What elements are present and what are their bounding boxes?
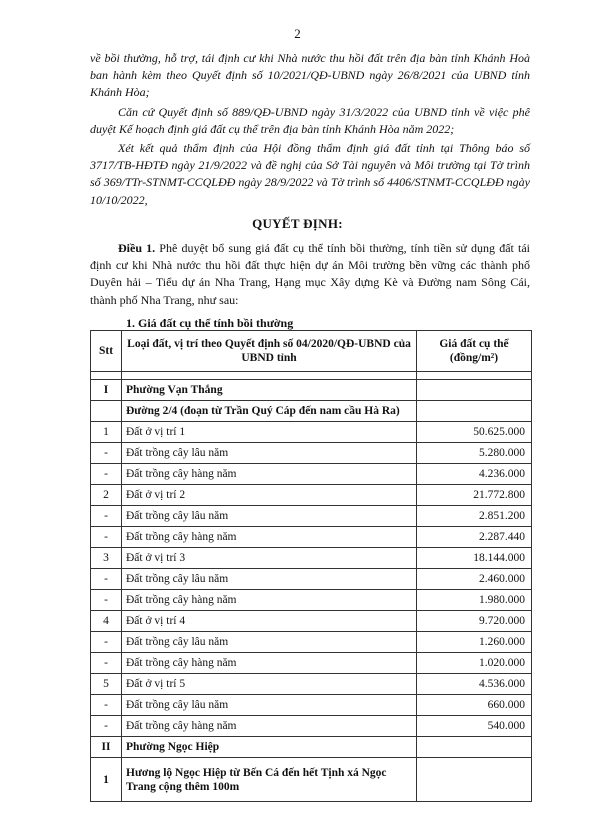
row-stt: - bbox=[91, 443, 122, 464]
paragraph-legal-basis-2: Căn cứ Quyết định số 889/QĐ-UBND ngày 31/3/2022 của UBND tỉnh về việc phê duyệt Kế hoạch định giá đất cụ thể trên địa bàn tỉnh Khánh Hòa năm 2022; bbox=[90, 105, 530, 137]
row-land-type bbox=[122, 372, 417, 380]
row-price: 21.772.800 bbox=[417, 485, 532, 506]
row-land-type: Phường Vạn Thắng bbox=[122, 380, 417, 401]
row-price: 2.460.000 bbox=[417, 569, 532, 590]
row-price: 4.536.000 bbox=[417, 674, 532, 695]
table-row bbox=[91, 632, 532, 653]
table-row bbox=[91, 443, 532, 464]
table-row bbox=[91, 401, 532, 422]
table-row bbox=[91, 372, 532, 380]
header-land-type: Loại đất, vị trí theo Quyết định số 04/2020/QĐ-UBND của UBND tỉnh bbox=[122, 331, 417, 372]
row-stt bbox=[91, 401, 122, 422]
table-row bbox=[91, 716, 532, 737]
row-price bbox=[417, 372, 532, 380]
row-land-type: Đất ở vị trí 2 bbox=[122, 485, 417, 506]
row-land-type: Đất trồng cây lâu năm bbox=[122, 569, 417, 590]
row-stt: 1 bbox=[91, 758, 122, 802]
row-land-type: Đất trồng cây lâu năm bbox=[122, 632, 417, 653]
header-price: Giá đất cụ thể (đồng/m²) bbox=[417, 331, 532, 372]
table-row bbox=[91, 758, 532, 802]
table-row bbox=[91, 653, 532, 674]
row-price: 5.280.000 bbox=[417, 443, 532, 464]
row-stt: - bbox=[91, 464, 122, 485]
land-price-table bbox=[90, 330, 532, 802]
row-stt bbox=[91, 372, 122, 380]
row-price: 540.000 bbox=[417, 716, 532, 737]
row-price: 50.625.000 bbox=[417, 422, 532, 443]
row-stt: - bbox=[91, 716, 122, 737]
row-price bbox=[417, 380, 532, 401]
table-row bbox=[91, 527, 532, 548]
row-land-type: Hương lộ Ngọc Hiệp từ Bến Cá đến hết Tịnh xá Ngọc Trang cộng thêm 100m bbox=[122, 758, 417, 802]
row-stt: - bbox=[91, 590, 122, 611]
table-row bbox=[91, 485, 532, 506]
row-land-type: Đất ở vị trí 5 bbox=[122, 674, 417, 695]
row-land-type: Đất trồng cây hàng năm bbox=[122, 716, 417, 737]
table-row bbox=[91, 422, 532, 443]
row-price bbox=[417, 758, 532, 802]
paragraph-legal-basis-1: về bồi thường, hỗ trợ, tái định cư khi Nhà nước thu hồi đất trên địa bàn tỉnh Khánh Hoà ban hành kèm theo Quyết định số 10/2021/QĐ-UBND ngày 26/8/2021 của UBND tỉnh Khánh Hòa; bbox=[90, 51, 530, 100]
row-stt: I bbox=[91, 380, 122, 401]
table-row bbox=[91, 464, 532, 485]
row-stt: 3 bbox=[91, 548, 122, 569]
row-stt: - bbox=[91, 695, 122, 716]
row-price: 18.144.000 bbox=[417, 548, 532, 569]
row-land-type: Đường 2/4 (đoạn từ Trần Quý Cáp đến nam cầu Hà Ra) bbox=[122, 401, 417, 422]
table-row bbox=[91, 506, 532, 527]
row-price: 2.851.200 bbox=[417, 506, 532, 527]
decision-heading: QUYẾT ĐỊNH: bbox=[252, 216, 343, 231]
row-price: 1.020.000 bbox=[417, 653, 532, 674]
row-land-type: Đất trồng cây lâu năm bbox=[122, 506, 417, 527]
table-row bbox=[91, 737, 532, 758]
table-row bbox=[91, 674, 532, 695]
row-stt: - bbox=[91, 632, 122, 653]
row-land-type: Đất trồng cây hàng năm bbox=[122, 653, 417, 674]
row-price: 660.000 bbox=[417, 695, 532, 716]
row-land-type: Phường Ngọc Hiệp bbox=[122, 737, 417, 758]
table-row bbox=[91, 380, 532, 401]
row-land-type: Đất ở vị trí 4 bbox=[122, 611, 417, 632]
article-1-label: Điều 1. bbox=[118, 241, 156, 255]
row-stt: 1 bbox=[91, 422, 122, 443]
table-row bbox=[91, 695, 532, 716]
row-stt: - bbox=[91, 653, 122, 674]
row-land-type: Đất ở vị trí 3 bbox=[122, 548, 417, 569]
row-land-type: Đất ở vị trí 1 bbox=[122, 422, 417, 443]
row-price: 1.260.000 bbox=[417, 632, 532, 653]
table-row bbox=[91, 590, 532, 611]
row-stt: - bbox=[91, 569, 122, 590]
row-land-type: Đất trồng cây lâu năm bbox=[122, 695, 417, 716]
row-price: 9.720.000 bbox=[417, 611, 532, 632]
row-price: 1.980.000 bbox=[417, 590, 532, 611]
row-stt: - bbox=[91, 527, 122, 548]
row-stt: 4 bbox=[91, 611, 122, 632]
row-price bbox=[417, 401, 532, 422]
row-land-type: Đất trồng cây hàng năm bbox=[122, 464, 417, 485]
row-stt: II bbox=[91, 737, 122, 758]
article-1 bbox=[90, 240, 530, 309]
row-land-type: Đất trồng cây hàng năm bbox=[122, 590, 417, 611]
row-stt: 5 bbox=[91, 674, 122, 695]
row-price bbox=[417, 737, 532, 758]
page-number: 2 bbox=[294, 26, 301, 41]
table-body bbox=[91, 372, 532, 802]
section-1-title: 1. Giá đất cụ thể tính bồi thường bbox=[126, 316, 294, 330]
row-stt: - bbox=[91, 506, 122, 527]
table-row bbox=[91, 548, 532, 569]
row-land-type: Đất trồng cây hàng năm bbox=[122, 527, 417, 548]
paragraph-review-results: Xét kết quả thẩm định của Hội đồng thẩm định giá đất tỉnh tại Thông báo số 3717/TB-HĐTĐ ngày 21/9/2022 và đề nghị của Sở Tài nguyên và Môi trường tại Tờ trình số 369/TTr-STNMT-CCQLĐĐ ngày 28/9/2022 và Tờ trình số 4406/STNMT-CCQLĐĐ ngày 10/10/2022, bbox=[90, 141, 530, 207]
table-row bbox=[91, 611, 532, 632]
row-stt: 2 bbox=[91, 485, 122, 506]
row-price: 4.236.000 bbox=[417, 464, 532, 485]
table-header-row bbox=[91, 331, 532, 372]
row-land-type: Đất trồng cây lâu năm bbox=[122, 443, 417, 464]
row-price: 2.287.440 bbox=[417, 527, 532, 548]
header-stt: Stt bbox=[91, 331, 122, 372]
article-1-text: Phê duyệt bổ sung giá đất cụ thể tính bồi thường, tính tiền sử dụng đất tái định cư khi Nhà nước thu hồi đất thực hiện dự án Môi trường bền vững các thành phố Duyên hải – Tiểu dự án Nha Trang, Hạng mục Xây dựng Kè và Đường nam Sông Cái, thành phố Nha Trang, như sau: bbox=[90, 241, 531, 307]
table-row bbox=[91, 569, 532, 590]
